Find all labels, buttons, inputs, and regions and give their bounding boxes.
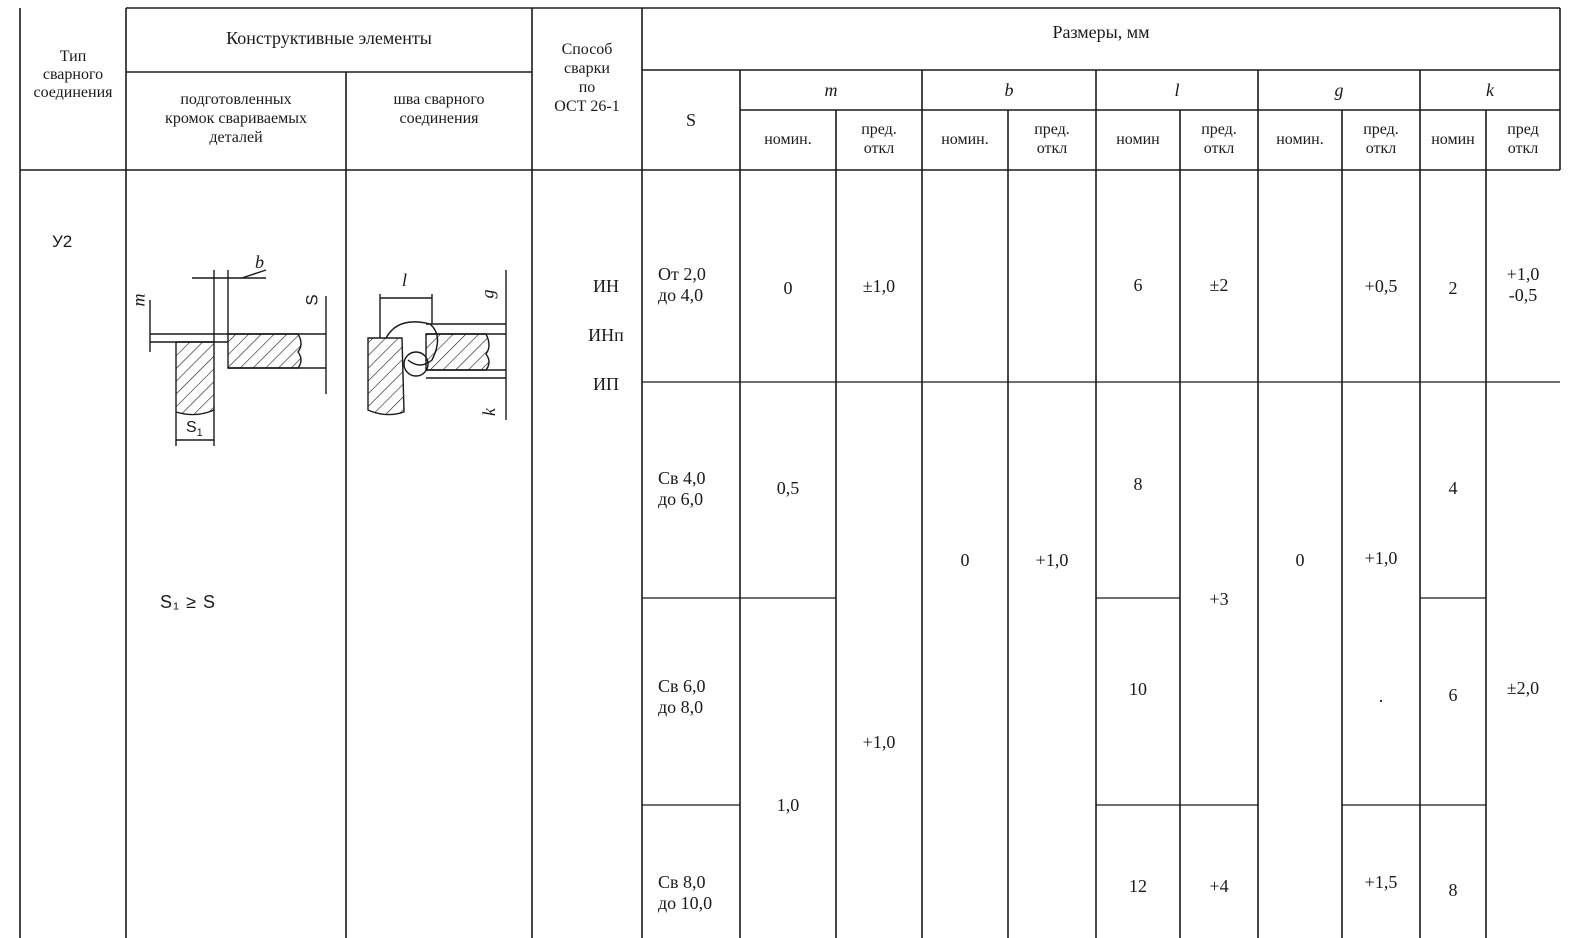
method-ip: ИП	[593, 374, 619, 394]
s-range-row-1: От 2,0 до 4,0	[658, 264, 706, 305]
header-param-k: k	[1486, 80, 1494, 100]
header-l-nominal: номин	[1116, 131, 1160, 148]
dim-label-k: k	[479, 408, 499, 416]
method-in: ИН	[593, 276, 619, 296]
dim-label-l: l	[402, 270, 408, 290]
dim-label-m: m	[128, 293, 149, 307]
g-tolerance-row-4: +1,5	[1364, 872, 1398, 892]
header-weld-type: Тип сварного соединения	[33, 48, 113, 101]
header-k-tolerance: пред откл	[1507, 121, 1539, 157]
g-tolerance-row-1: +0,5	[1364, 276, 1398, 296]
l-tolerance-rows-2-3: +3	[1209, 589, 1229, 609]
header-k-nominal: номин	[1431, 131, 1475, 148]
header-welding-method: Способ сварки по ОСТ 26-1	[554, 41, 620, 115]
l-nominal-row-1: 6	[1133, 275, 1143, 295]
prepared-edges-drawing	[126, 240, 346, 460]
k-nominal-row-2: 4	[1448, 478, 1458, 498]
header-param-g: g	[1334, 80, 1344, 100]
header-l-tolerance: пред. откл	[1201, 121, 1237, 157]
header-m-nominal: номин.	[764, 131, 812, 148]
k-tolerance-row-1: +1,0 -0,5	[1506, 264, 1540, 305]
header-s: S	[685, 110, 696, 130]
header-dimensions: Размеры, мм	[1052, 22, 1150, 42]
dim-label-b: b	[255, 252, 264, 272]
header-g-nominal: номин.	[1276, 131, 1324, 148]
k-nominal-row-4: 8	[1448, 880, 1458, 900]
dim-label-g: g	[477, 289, 498, 299]
s-range-row-3: Св 6,0 до 8,0	[658, 676, 706, 717]
header-b-tolerance: пред. откл	[1034, 121, 1070, 157]
m-tolerance-rows-2-4: +1,0	[862, 732, 896, 752]
header-g-tolerance: пред. откл	[1363, 121, 1399, 157]
l-nominal-row-3: 10	[1129, 679, 1147, 699]
g-nominal: 0	[1295, 550, 1305, 570]
header-prepared-edges: подготовленных кромок свариваемых деталей	[165, 91, 307, 146]
l-tolerance-row-1: ±2	[1209, 275, 1229, 295]
row-weld-type: У2	[52, 232, 73, 251]
m-nominal-row-2: 0,5	[776, 478, 800, 498]
dim-label-s: S	[302, 294, 322, 306]
condition-s1-ge-s: S₁ ≥ S	[160, 592, 216, 612]
k-nominal-row-1: 2	[1448, 278, 1458, 298]
header-param-m: m	[824, 80, 838, 100]
g-tolerance-rows-2-3: +1,0	[1364, 548, 1398, 568]
m-tolerance-row-1: ±1,0	[862, 276, 896, 296]
l-nominal-row-2: 8	[1133, 474, 1143, 494]
header-m-tolerance: пред. откл	[861, 121, 897, 157]
weld-seam-drawing	[346, 250, 532, 450]
dim-label-s1: $S_1$	[186, 419, 203, 440]
m-nominal-row-1: 0	[783, 278, 793, 298]
g-tolerance-row-3-mark: .	[1378, 686, 1384, 706]
k-nominal-row-3: 6	[1448, 685, 1458, 705]
header-param-b: b	[1004, 80, 1014, 100]
header-param-l: l	[1174, 80, 1180, 100]
m-nominal-rows-3-4: 1,0	[776, 795, 800, 815]
b-nominal: 0	[960, 550, 970, 570]
header-constructive-elements: Конструктивные элементы	[226, 28, 432, 48]
l-tolerance-row-4: +4	[1209, 876, 1229, 896]
method-inp: ИНп	[588, 325, 624, 345]
s-range-row-2: Св 4,0 до 6,0	[658, 468, 706, 509]
s-range-row-4: Св 8,0 до 10,0	[658, 872, 713, 913]
l-nominal-row-4: 12	[1129, 876, 1147, 896]
header-weld-seam: шва сварного соединения	[393, 91, 485, 127]
header-b-nominal: номин.	[941, 131, 989, 148]
k-tolerance-rows-2-4: ±2,0	[1506, 678, 1540, 698]
b-tolerance: +1,0	[1035, 550, 1069, 570]
